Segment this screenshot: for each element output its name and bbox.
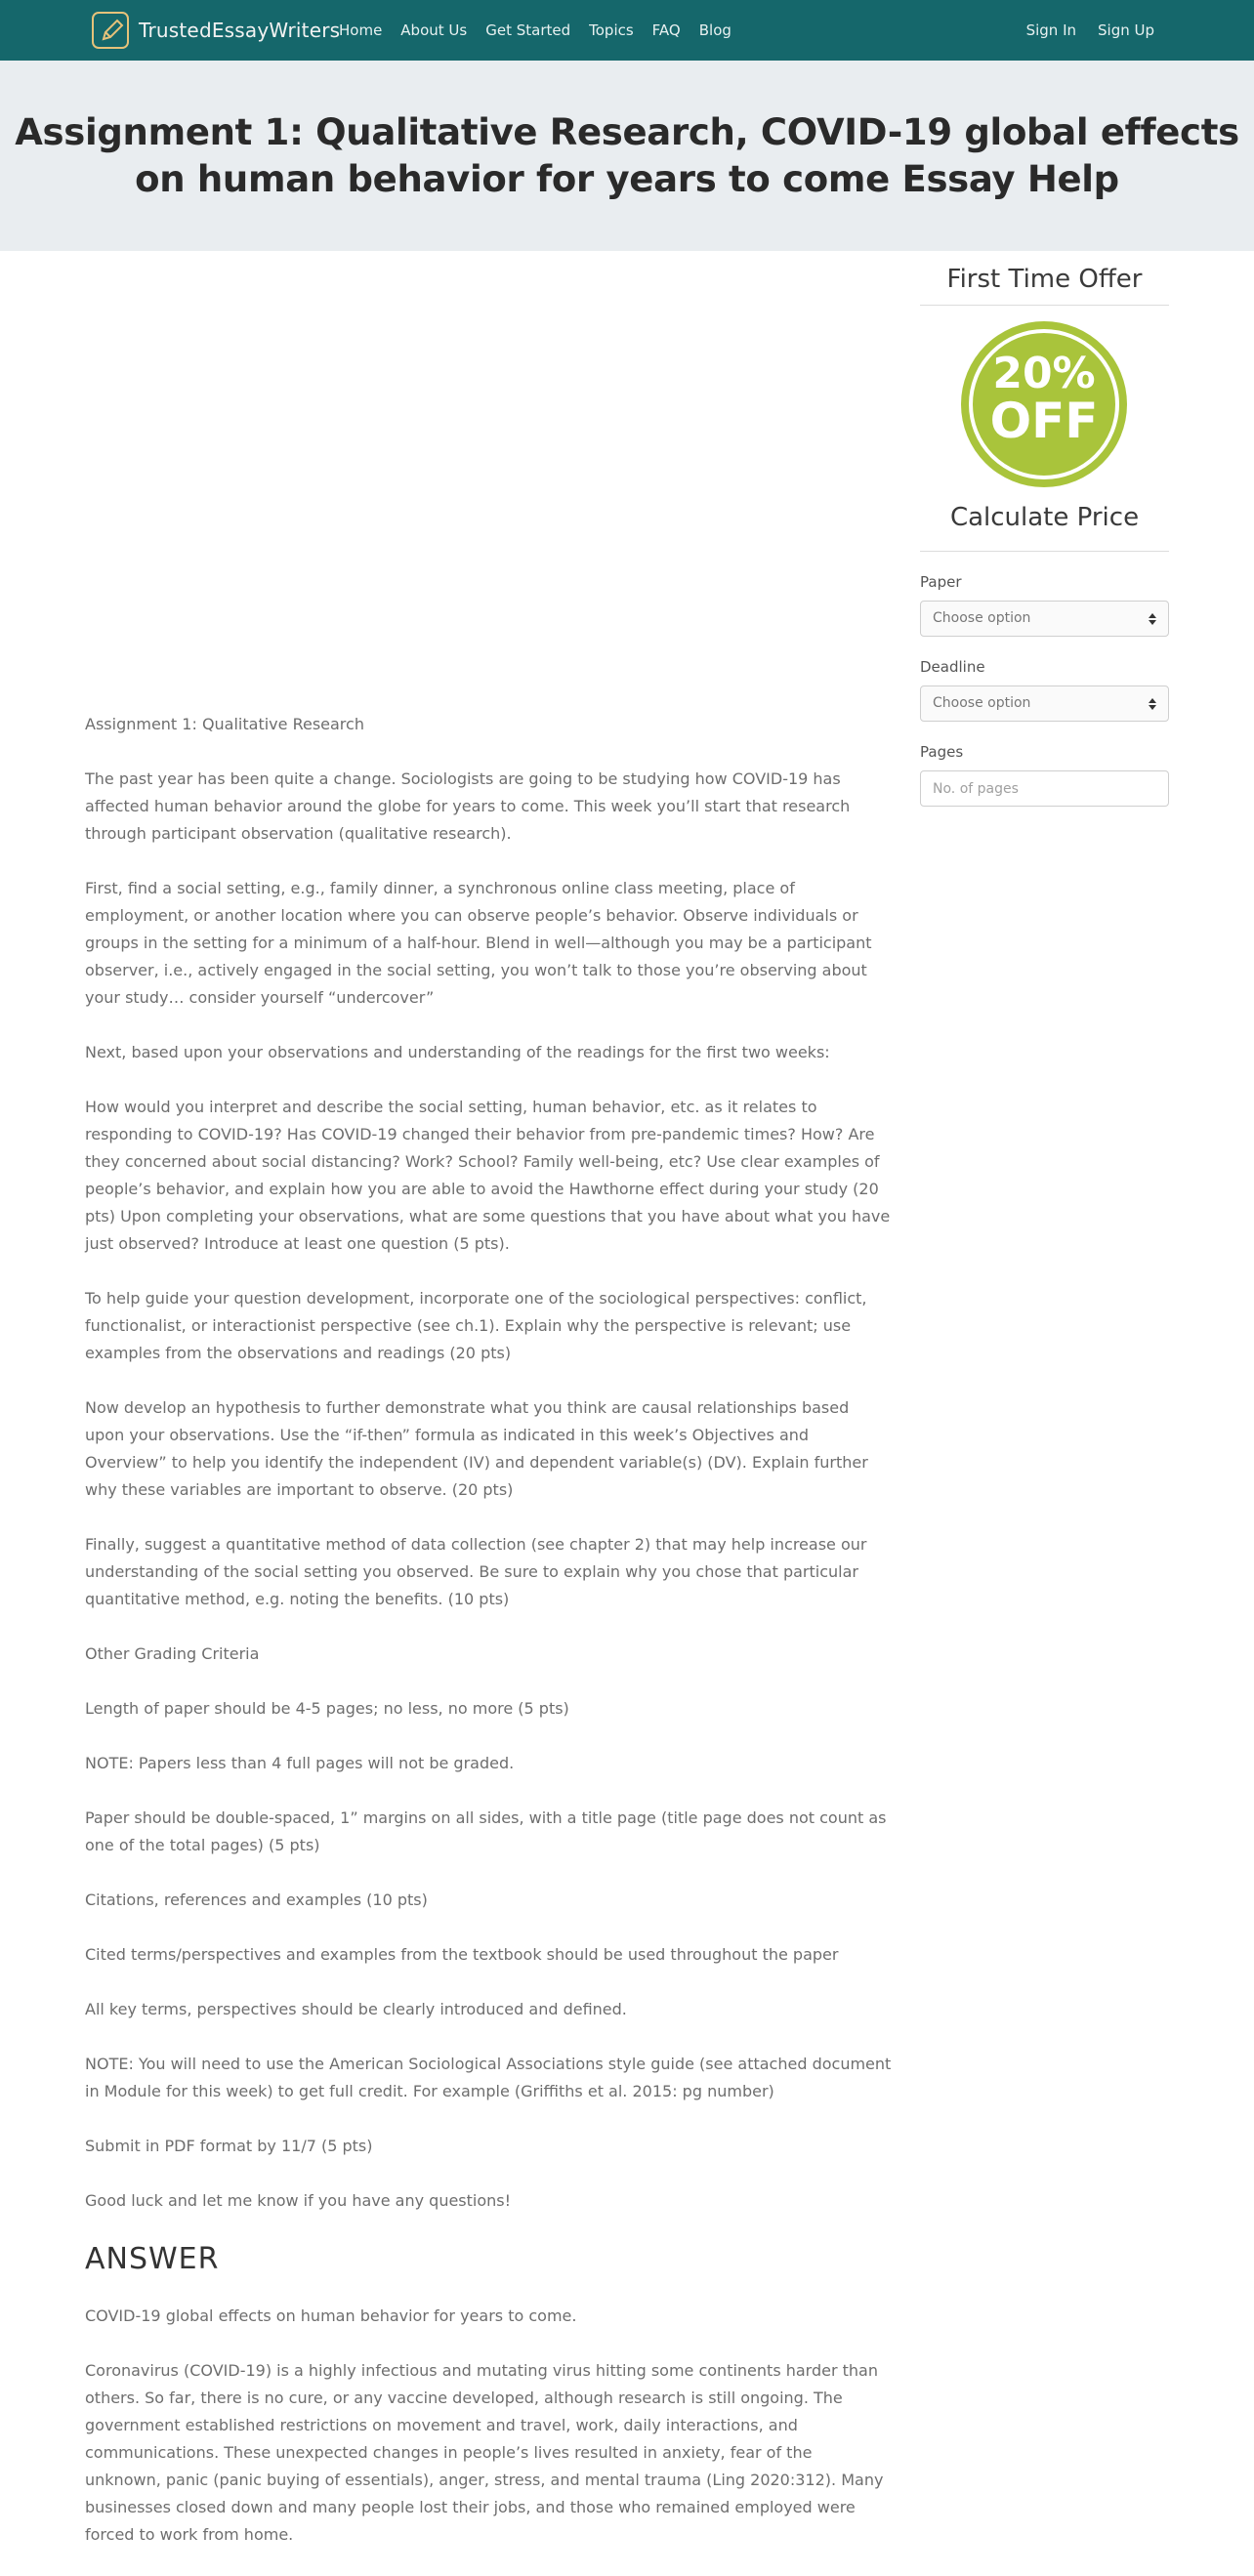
article-paragraph: Finally, suggest a quantitative method of data collection (see chapter 2) that may help increase our understanding of the social setting you observed. Be sure to explain why you chose that particular quantitative method, e.g. noting the benefits. (10 pts) [85, 1535, 867, 1608]
badge-off: OFF [989, 393, 1099, 449]
article-paragraph: NOTE: Papers less than 4 full pages will not be graded. [85, 1754, 515, 1772]
sort-arrows-icon [1149, 612, 1156, 626]
page-header [0, 61, 1254, 251]
article-paragraph: Other Grading Criteria [85, 1644, 260, 1663]
sidebar [920, 251, 1169, 807]
nav-topics[interactable]: Topics [589, 21, 634, 39]
page-title: Assignment 1: Qualitative Research, COVID-19 global effects on human behavior for years to come Essay Help [15, 111, 1239, 200]
calculate-price-title: Calculate Price [920, 493, 1169, 552]
brand-logo[interactable] [92, 12, 340, 49]
article-paragraph: Citations, references and examples (10 pts) [85, 1890, 428, 1909]
nav-blog[interactable]: Blog [698, 21, 732, 39]
answer-paragraph: COVID-19 global effects on human behavior for years to come. [85, 2306, 577, 2325]
sort-arrows-icon [1149, 697, 1156, 711]
article-paragraph: All key terms, perspectives should be clearly introduced and defined. [85, 2000, 627, 2018]
article-paragraph: Submit in PDF format by 11/7 (5 pts) [85, 2137, 373, 2155]
nav-about-us[interactable]: About Us [400, 21, 468, 39]
article-paragraph: The past year has been quite a change. Sociologists are going to be studying how COVID-19 has affected human behavior around the globe for years to come. This week you’ll start that research through participant observation (qualitative research). [85, 769, 851, 843]
nav-faq[interactable]: FAQ [651, 21, 681, 39]
paper-select-value: Choose option [933, 610, 1031, 626]
deadline-select-value: Choose option [933, 695, 1031, 711]
article-paragraph: Paper should be double-spaced, 1” margins on all sides, with a title page (title page does not count as one of the total pages) (5 pts) [85, 1808, 887, 1854]
deadline-select[interactable] [920, 686, 1169, 722]
article-paragraph: Now develop an hypothesis to further demonstrate what you think are causal relationships based upon your observations. Use the “if-then” formula as indicated in this week’s Objectives and Overview” to help you identify the independent (IV) and dependent variable(s) (DV). Explain further why these variables are important to observe. (20 pts) [85, 1398, 868, 1499]
sign-in-link[interactable]: Sign In [1025, 21, 1076, 39]
badge-text [961, 349, 1127, 449]
badge-percent: 20% [992, 349, 1096, 398]
pages-label: Pages [920, 743, 964, 761]
navbar [0, 0, 1254, 61]
nav-get-started[interactable]: Get Started [485, 21, 571, 39]
article-body [85, 711, 892, 2576]
article-paragraph: Assignment 1: Qualitative Research [85, 715, 364, 733]
answer-heading: ANSWER [85, 2242, 220, 2276]
brand-name: TrustedEssayWriters [139, 19, 341, 42]
pages-input[interactable] [920, 770, 1169, 807]
article-paragraph: First, find a social setting, e.g., family dinner, a synchronous online class meeting, place of employment, or another location where you can observe people’s behavior. Observe individuals or groups in the setting for a minimum of a half-hour. Blend in well—although you may be a participant observer, i.e., actively engaged in the social setting, you won’t talk to those you’re observing about your study… consider yourself “undercover” [85, 879, 872, 1007]
discount-badge[interactable] [961, 321, 1127, 487]
pencil-square-icon [92, 12, 129, 49]
article-paragraph: Good luck and let me know if you have any questions! [85, 2191, 512, 2210]
article-paragraph: How would you interpret and describe the social setting, human behavior, etc. as it relates to responding to COVID-19? Has COVID-19 changed their behavior from pre-pandemic times? How? Are they concerned about social distancing? Work? School? Family well-being, etc? Use clear examples of people’s behavior, and explain how you are able to avoid the Hawthorne effect during your study (20 pts) Upon completing your observations, what are some questions that you have about what you have just observed? Introduce at least one question (5 pts). [85, 1098, 891, 1253]
article-paragraph: NOTE: You will need to use the American Sociological Associations style guide (see attached document in Module for this week) to get full credit. For example (Griffiths et al. 2015: pg number) [85, 2055, 892, 2100]
article-paragraph: Next, based upon your observations and understanding of the readings for the first two weeks: [85, 1043, 830, 1061]
nav-home[interactable]: Home [339, 21, 383, 39]
article-paragraph: Length of paper should be 4-5 pages; no less, no more (5 pts) [85, 1699, 569, 1718]
offer-title: First Time Offer [920, 251, 1169, 306]
answer-paragraph: Coronavirus (COVID-19) is a highly infectious and mutating virus hitting some continents harder than others. So far, there is no cure, or any vaccine developed, although research is still ongoing. The government established restrictions on movement and travel, work, daily interactions, and communications. These unexpected changes in people’s lives resulted in anxiety, fear of the unknown, panic (panic buying of essentials), anger, stress, and mental trauma (Ling 2020:312). Many businesses closed down and many people lost their jobs, and those who remained employed were forced to work from home. [85, 2361, 884, 2544]
paper-select[interactable] [920, 601, 1169, 637]
article-paragraph: To help guide your question development, incorporate one of the sociological perspectives: conflict, functionalist, or interactionist perspective (see ch.1). Explain why the perspective is relevant; use examples from the observations and readings (20 pts) [85, 1289, 867, 1362]
article-paragraph: Cited terms/perspectives and examples from the textbook should be used throughout the paper [85, 1945, 839, 1964]
sign-up-link[interactable]: Sign Up [1098, 21, 1154, 39]
paper-label: Paper [920, 573, 962, 591]
deadline-label: Deadline [920, 658, 985, 676]
nav-links [339, 0, 750, 61]
nav-auth [1005, 0, 1154, 61]
offer-badge-wrap [920, 306, 1169, 491]
